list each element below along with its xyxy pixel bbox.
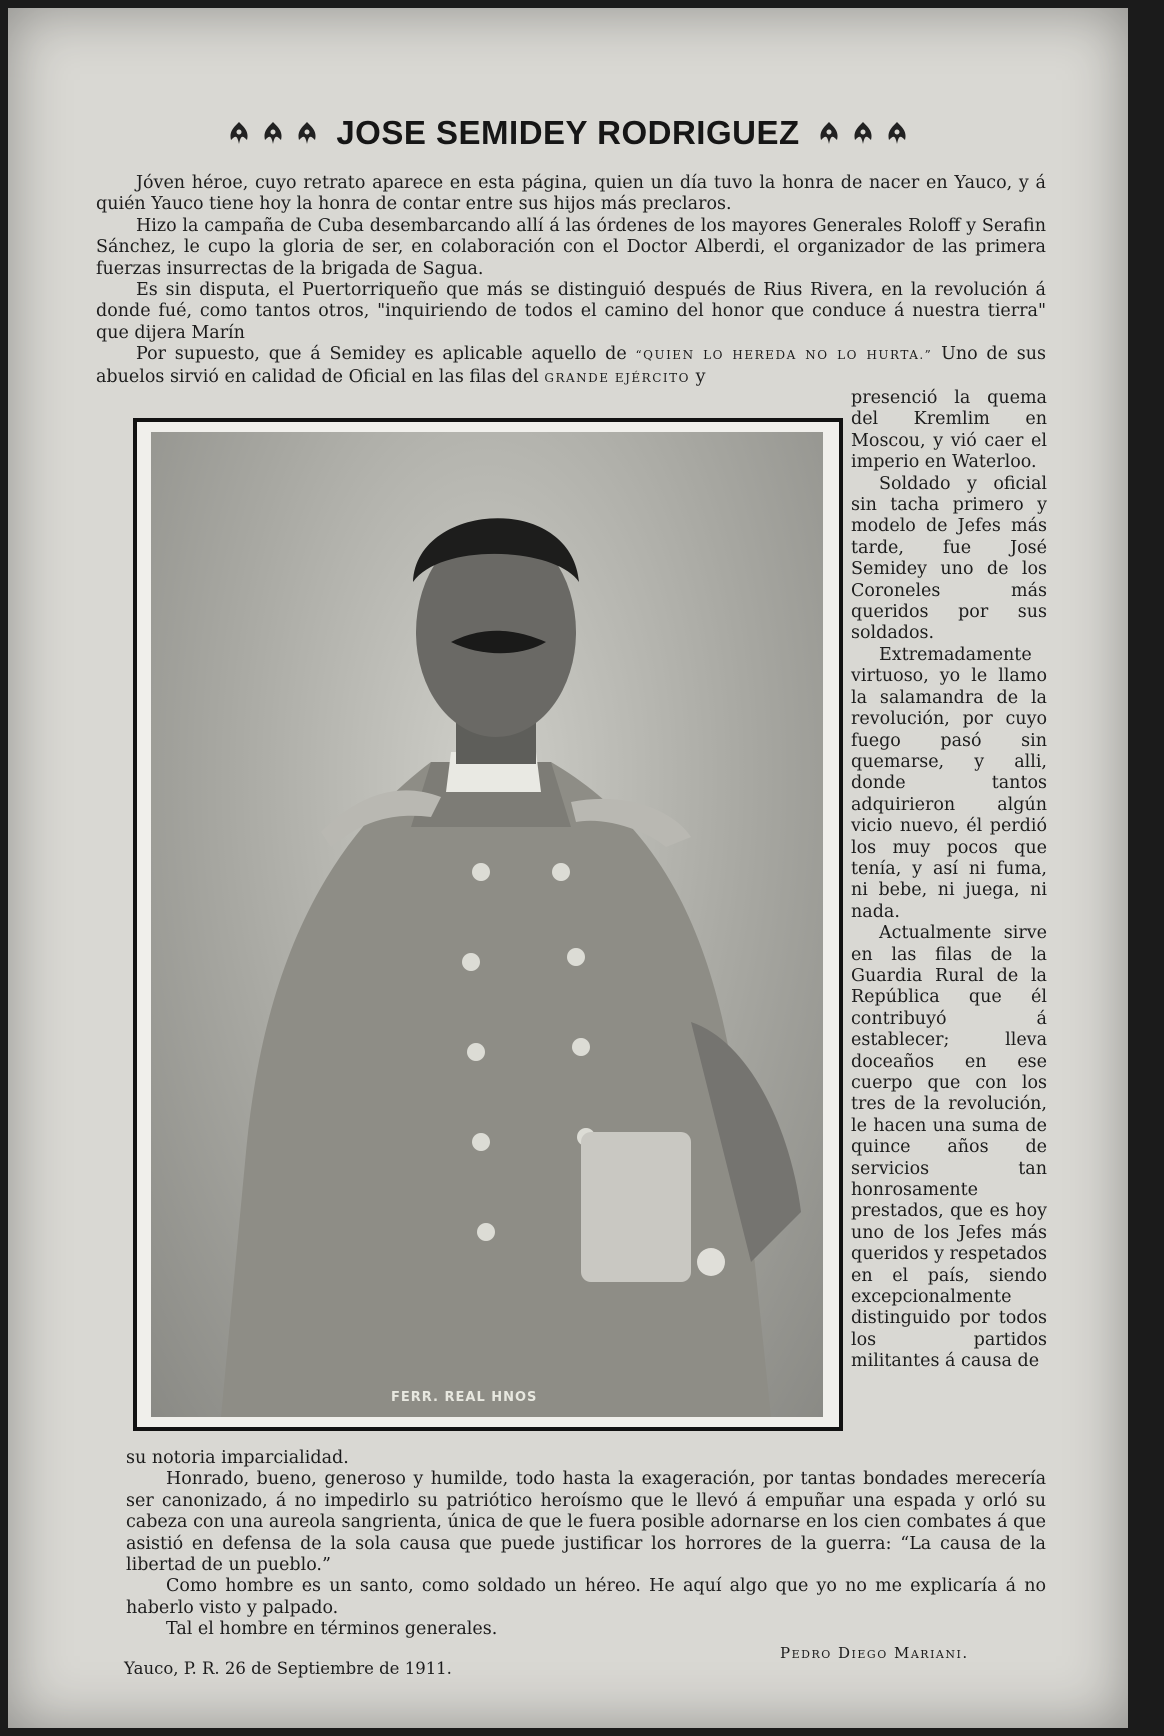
fleuron-icon bbox=[261, 120, 285, 146]
author-signature: Pedro Diego Mariani. bbox=[780, 1644, 969, 1662]
paragraph: Actualmente sirve en las filas de la Guardia Rural de la República que él contribuyó á establecer; lleva doceaños en ese cuerpo que con los tres de la revolución, le hacen una suma de quince años de servicios tan honrosamente prestados, que es hoy uno de los Jefes más queridos y respetados en el país, siendo excepcionalmente distinguido por todos los partidos militantes á causa de bbox=[851, 923, 1047, 1372]
paragraph: Honrado, bueno, generoso y humilde, todo hasta la exageración, por tantas bondades merecería ser canonizado, á no impedirlo su patriótico heroísmo que le llevó á empuñar una espada y orló su cabeza con una aureola sangrienta, única de que le fuera posible adornarse en los cien combates á que asistió en defensa de la sola causa que puede justificar los horrores de la guerra: “La causa de la libertad de un pueblo.” bbox=[126, 1469, 1046, 1576]
smallcaps-text: GRANDE EJÉRCITO bbox=[544, 370, 690, 385]
photographer-imprint: FERR. REAL HNOS bbox=[391, 1390, 538, 1405]
fleuron-icon bbox=[227, 120, 251, 146]
paragraph: su notoria imparcialidad. bbox=[126, 1448, 349, 1468]
paragraph: Como hombre es un santo, como soldado un héreo. He aquí algo que yo no me explicaría á no haberlo visto y palpado. bbox=[126, 1576, 1046, 1618]
smallcaps-quote: “QUIEN LO HEREDA NO LO HURTA.” bbox=[635, 348, 933, 363]
portrait-photo bbox=[151, 432, 823, 1417]
fleuron-icon bbox=[817, 120, 841, 146]
officer-figure bbox=[151, 432, 823, 1417]
dateline: Yauco, P. R. 26 de Septiembre de 1911. bbox=[124, 1659, 452, 1678]
intro-text bbox=[96, 173, 1046, 389]
side-column bbox=[851, 388, 1047, 1373]
title-row bbox=[8, 108, 1128, 158]
paragraph: presenció la quema del Kremlim en Moscou, y vió caer el imperio en Waterloo. bbox=[851, 388, 1047, 473]
magazine-page bbox=[8, 8, 1128, 1728]
fleuron-icon bbox=[851, 120, 875, 146]
portrait-frame bbox=[133, 418, 843, 1431]
paragraph: Es sin disputa, el Puertorriqueño que más se distinguió después de Rius Rivera, en la revolución á donde fué, como tantos otros, "inquiriendo de todos el camino del honor que conduce á nuestra tierra" que dijera Marín bbox=[96, 280, 1046, 343]
paragraph: Tal el hombre en términos generales. bbox=[166, 1619, 498, 1640]
paragraph: Soldado y oficial sin tacha primero y modelo de Jefes más tarde, fue José Semidey uno de los Coroneles más queridos por sus soldados. bbox=[851, 473, 1047, 644]
paragraph-text: y bbox=[695, 366, 706, 387]
paragraph-text: Por supuesto, que á Semidey es aplicable aquello de bbox=[136, 344, 627, 365]
fleuron-icon bbox=[885, 120, 909, 146]
paragraph: Extremadamente virtuoso, yo le llamo la salamandra de la revolución, por cuyo fuego pasó sin quemarse, y alli, donde tantos adquirieron algún vicio nuevo, él perdió los muy pocos que tenía, y así ni fuma, ni bebe, ni juega, ni nada. bbox=[851, 644, 1047, 922]
paragraph bbox=[96, 344, 1046, 389]
article-title: JOSE SEMIDEY RODRIGUEZ bbox=[336, 114, 800, 151]
paragraph: Jóven héroe, cuyo retrato aparece en esta página, quien un día tuvo la honra de nacer en Yauco, y á quién Yauco tiene hoy la honra de contar entre sus hijos más preclaros. bbox=[96, 173, 1046, 215]
fleuron-icon bbox=[295, 120, 319, 146]
paragraph-text: Uno de sus abuelos sirvió en calidad de Oficial en las filas del bbox=[96, 344, 1047, 387]
closing-text bbox=[126, 1448, 1046, 1641]
paragraph: Hizo la campaña de Cuba desembarcando allí á las órdenes de los mayores Generales Roloff y Serafin Sánchez, le cupo la gloria de ser, en colaboración con el Doctor Alberdi, el organizador de las primera fuerzas insurrectas de la brigada de Sagua. bbox=[96, 215, 1046, 279]
